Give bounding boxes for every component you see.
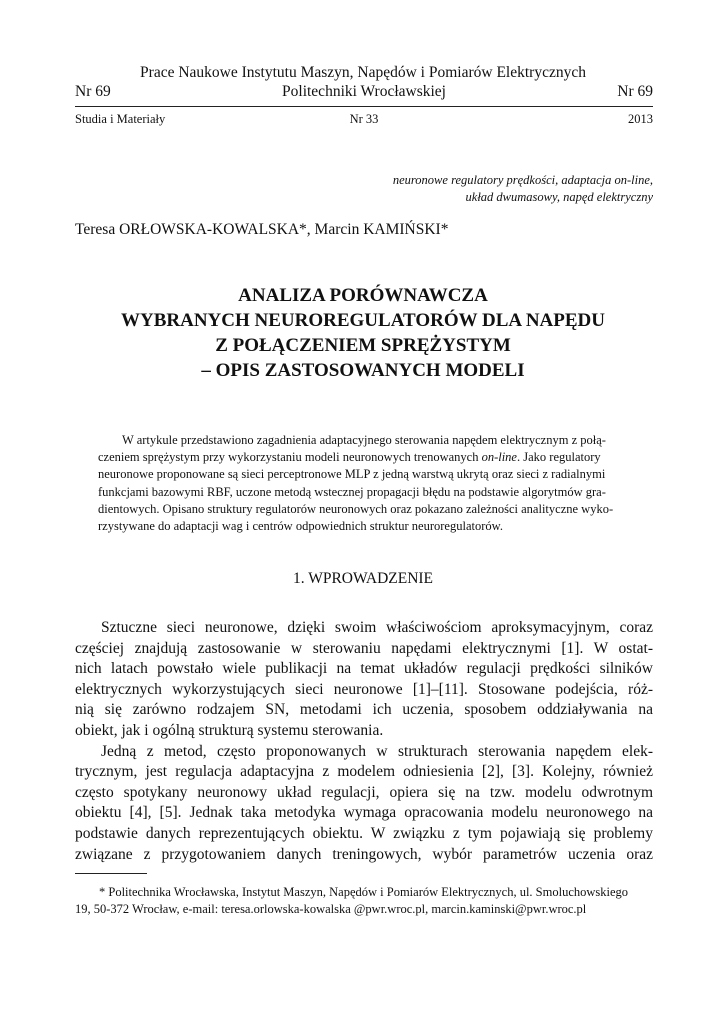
keywords (253, 172, 653, 206)
header-divider (75, 106, 653, 107)
abstract-line: W artykule przedstawiono zagadnienia adaptacyjnego sterowania napędem elektrycznym z połą- (122, 433, 606, 447)
footnote-divider (75, 873, 147, 874)
body-line: elektrycznych wykorzystujących sieci neuronowe [1]–[11]. Stosowane podejścia, róż- (75, 680, 653, 698)
abstract-italic: on-line (481, 450, 517, 465)
body-line: obiektu [4], [5]. Jednak taka metodyka wymaga opracowania modelu neuronowego na (75, 804, 653, 822)
body-line: trycznym, jest regulacja adaptacyjna z modelem odniesienia [2], [3]. Kolejny, również (75, 763, 653, 781)
title-line: WYBRANYCH NEUROREGULATORÓW DLA NAPĘDU (120, 310, 606, 331)
paper-title (0, 283, 726, 383)
footnote-line: 19, 50-372 Wrocław, e-mail: teresa.orlowska-kowalska @pwr.wroc.pl, marcin.kaminski@pwr.wroc.pl (75, 902, 587, 916)
abstract-text: . Jako regulatory (517, 450, 601, 465)
journal-number-right: Nr 69 (617, 83, 653, 100)
title-line: – OPIS ZASTOSOWANYCH MODELI (201, 360, 525, 381)
body-line: podstawie danych reprezentujących obiektu. W związku z tym pojawiają się problemy (75, 824, 653, 842)
series-name: Studia i Materiały (75, 112, 166, 126)
title-line: Z POŁĄCZENIEM SPRĘŻYSTYM (215, 335, 511, 356)
body-line: nich latach powstało wiele publikacji na temat układów regulacji prędkości silników (75, 660, 653, 678)
journal-university: Politechniki Wrocławskiej (282, 83, 446, 100)
abstract-text: czeniem sprężystym przy wykorzystaniu modeli neuronowych trenowanych (98, 450, 479, 465)
body-line: często spotykany neuronowy układ regulacji, opiera się na tzw. modelu odwrotnym (75, 783, 653, 801)
footnote-line: * Politechnika Wrocławska, Instytut Maszyn, Napędów i Pomiarów Elektrycznych, ul. Smoluchowskiego (99, 885, 629, 899)
abstract-line: rzystywane do adaptacji wag i centrów odpowiednich struktur neuroregulatorów. (98, 519, 503, 534)
journal-header-row (75, 83, 653, 105)
abstract-line: neuronowe proponowane są sieci perceptronowe MLP z jedną warstwą ukrytą oraz sieci z radialnymi (98, 467, 606, 482)
issue-number: Nr 33 (349, 112, 379, 126)
title-line: ANALIZA PORÓWNAWCZA (238, 285, 488, 306)
series-row (75, 112, 653, 130)
body-line: Sztuczne sieci neuronowe, dzięki swoim właściwościom aproksymacyjnym, coraz (101, 619, 653, 636)
journal-title: Prace Naukowe Instytutu Maszyn, Napędów i Pomiarów Elektrycznych (140, 64, 586, 81)
body-line: Jedną z metod, często proponowanych w strukturach sterowania napędem elek- (101, 742, 653, 760)
body-line: nią się zarówno rodzajem SN, metodami ich uczenia, sposobem oddziaływania na (75, 701, 653, 719)
abstract (98, 432, 653, 535)
abstract-line (98, 449, 653, 466)
section-heading: 1. WPROWADZENIE (292, 570, 434, 587)
abstract-line: funkcjami bazowymi RBF, uczone metodą wstecznej propagacji błędu na podstawie algorytmów gra- (98, 484, 606, 499)
keywords-line: neuronowe regulatory prędkości, adaptacja on-line, (392, 173, 653, 187)
authors: Teresa ORŁOWSKA-KOWALSKA*, Marcin KAMIŃSKI* (75, 221, 449, 238)
journal-number-left: Nr 69 (75, 83, 111, 100)
body-text (75, 618, 653, 865)
footnote (75, 884, 653, 918)
body-line: związane z przygotowaniem danych treningowych, wybór parametrów uczenia oraz (75, 845, 653, 863)
abstract-line: dientowych. Opisano struktury regulatorów neuronowych oraz pokazano zależności analityczne wyko- (98, 501, 614, 516)
body-line: obiekt, jak i ogólną strukturą systemu sterowania. (75, 721, 384, 739)
body-line: częściej znajdują zastosowanie w sterowaniu napędami elektrycznymi [1]. W ostat- (75, 639, 653, 657)
keywords-line: układ dwumasowy, napęd elektryczny (465, 190, 653, 204)
publication-year: 2013 (628, 112, 653, 126)
